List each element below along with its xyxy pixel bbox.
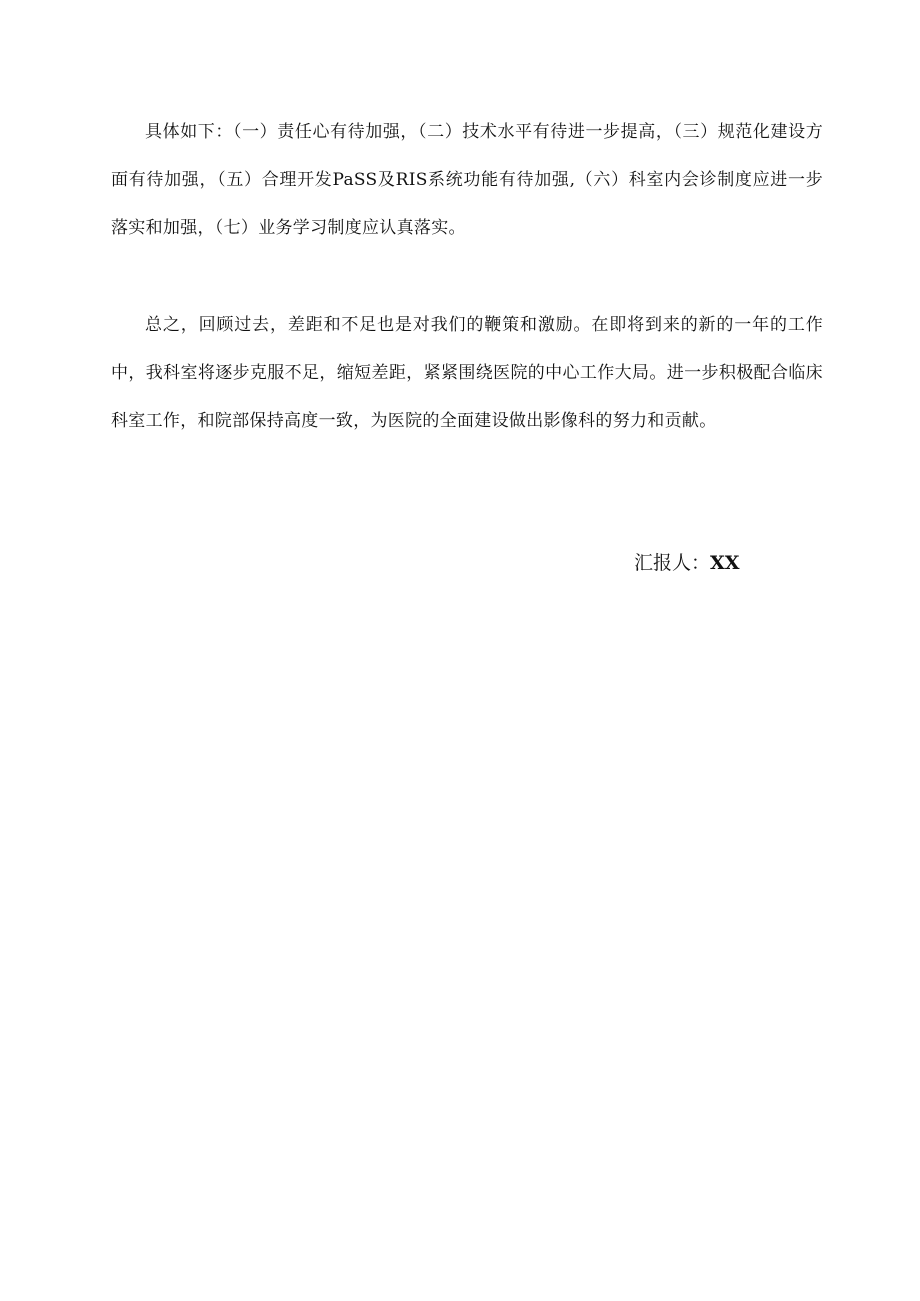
signature-label: 汇报人：: [634, 552, 711, 574]
body-paragraph-issues: 具体如下：（一）责任心有待加强，（二）技术水平有待进一步提高，（三）规范化建设方面有待加强，（五）合理开发PaSS及RIS系统功能有待加强,（六）科室内会诊制度应进一步落实和加强，（七）业务学习制度应认真落实。: [111, 122, 823, 238]
signature-line: [634, 548, 740, 578]
signature-name: XX: [710, 552, 740, 574]
body-paragraph-conclusion: 总之，回顾过去，差距和不足也是对我们的鞭策和激励。在即将到来的新的一年的工作中，我科室将逐步克服不足，缩短差距，紧紧围绕医院的中心工作大局。进一步积极配合临床科室工作，和院部保持高度一致，为医院的全面建设做出影像科的努力和贡献。: [111, 315, 823, 431]
